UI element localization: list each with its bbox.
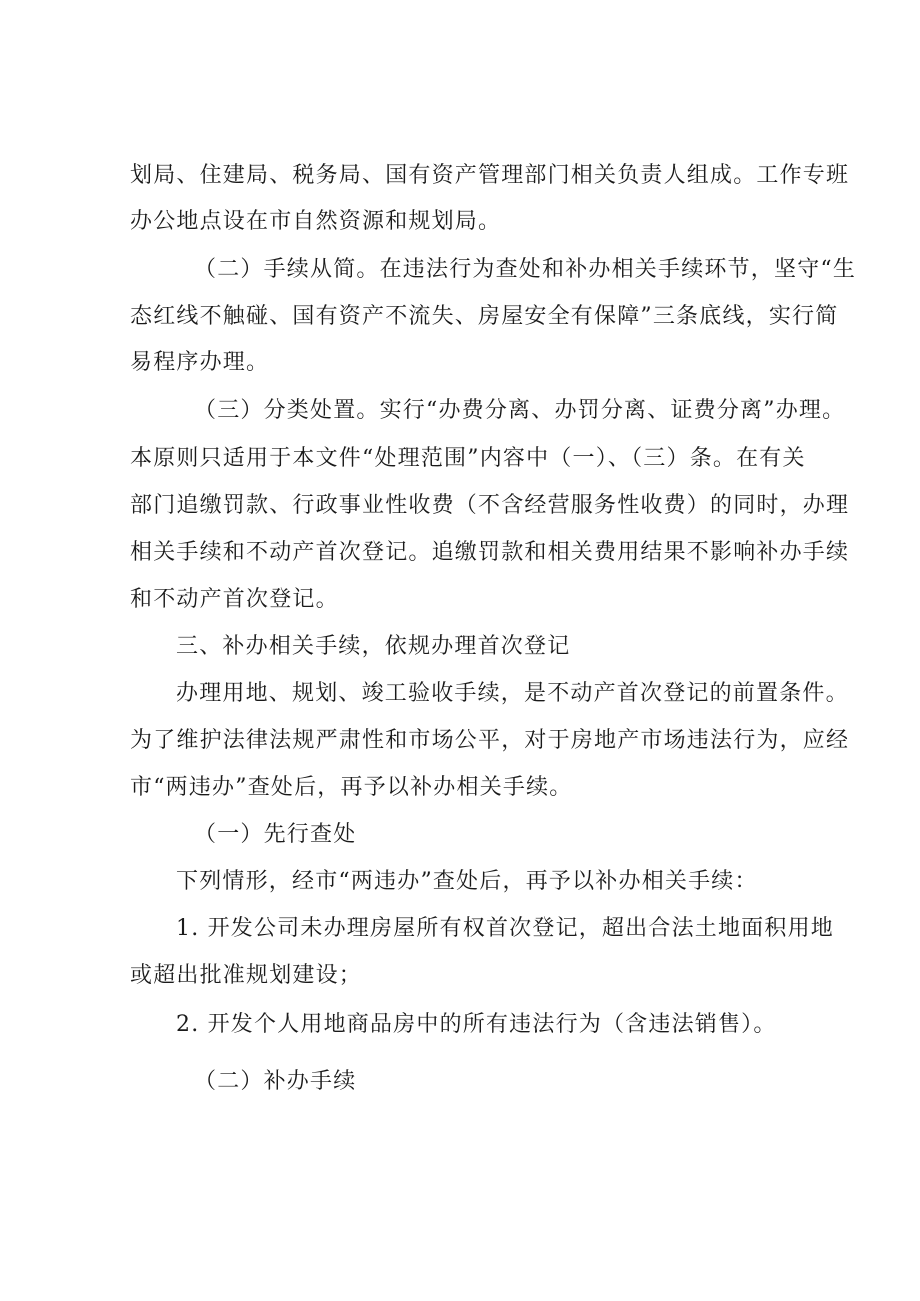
subsection-heading: （二）补办手续 [194, 1069, 357, 1094]
paragraph-line: 为了维护法律法规严肃性和市场公平，对于房地产市场违法行为，应经 [130, 728, 850, 753]
paragraph-line: 本原则只适用于本文件“处理范围”内容中（一）、（三）条。在有关 [130, 446, 806, 471]
paragraph-line: 和不动产首次登记。 [130, 587, 339, 612]
list-item-continuation: 或超出批准规划建设； [130, 963, 363, 988]
list-item: 2. 开发个人用地商品房中的所有违法行为（含违法销售）。 [176, 1012, 777, 1037]
paragraph-line: 部门追缴罚款、行政事业性收费（不含经营服务性收费）的同时，办理 [130, 493, 850, 518]
paragraph-line: 办公地点设在市自然资源和规划局。 [130, 209, 502, 234]
paragraph-line: 市“两违办”查处后，再予以补办相关手续。 [130, 775, 573, 800]
paragraph-line: 下列情形，经市“两违办”查处后，再予以补办相关手续： [176, 869, 758, 894]
list-item: 1. 开发公司未办理房屋所有权首次登记，超出合法土地面积用地 [176, 916, 834, 941]
paragraph-line: 易程序办理。 [130, 350, 270, 375]
subsection-heading: （一）先行查处 [194, 822, 357, 847]
paragraph-line: （二）手续从简。在违法行为查处和补办相关手续环节，坚守“生 [194, 257, 857, 282]
paragraph-line: 划局、住建局、税务局、国有资产管理部门相关负责人组成。工作专班 [130, 163, 850, 188]
paragraph-line: 相关手续和不动产首次登记。追缴罚款和相关费用结果不影响补办手续 [130, 540, 850, 565]
paragraph-line: （三）分类处置。实行“办费分离、办罚分离、证费分离”办理。 [194, 398, 846, 423]
paragraph-line: 办理用地、规划、竣工验收手续，是不动产首次登记的前置条件。 [176, 681, 849, 706]
section-heading: 三、补办相关手续，依规办理首次登记 [176, 634, 571, 659]
paragraph-line: 态红线不触碰、国有资产不流失、房屋安全有保障”三条底线，实行简 [130, 304, 839, 329]
